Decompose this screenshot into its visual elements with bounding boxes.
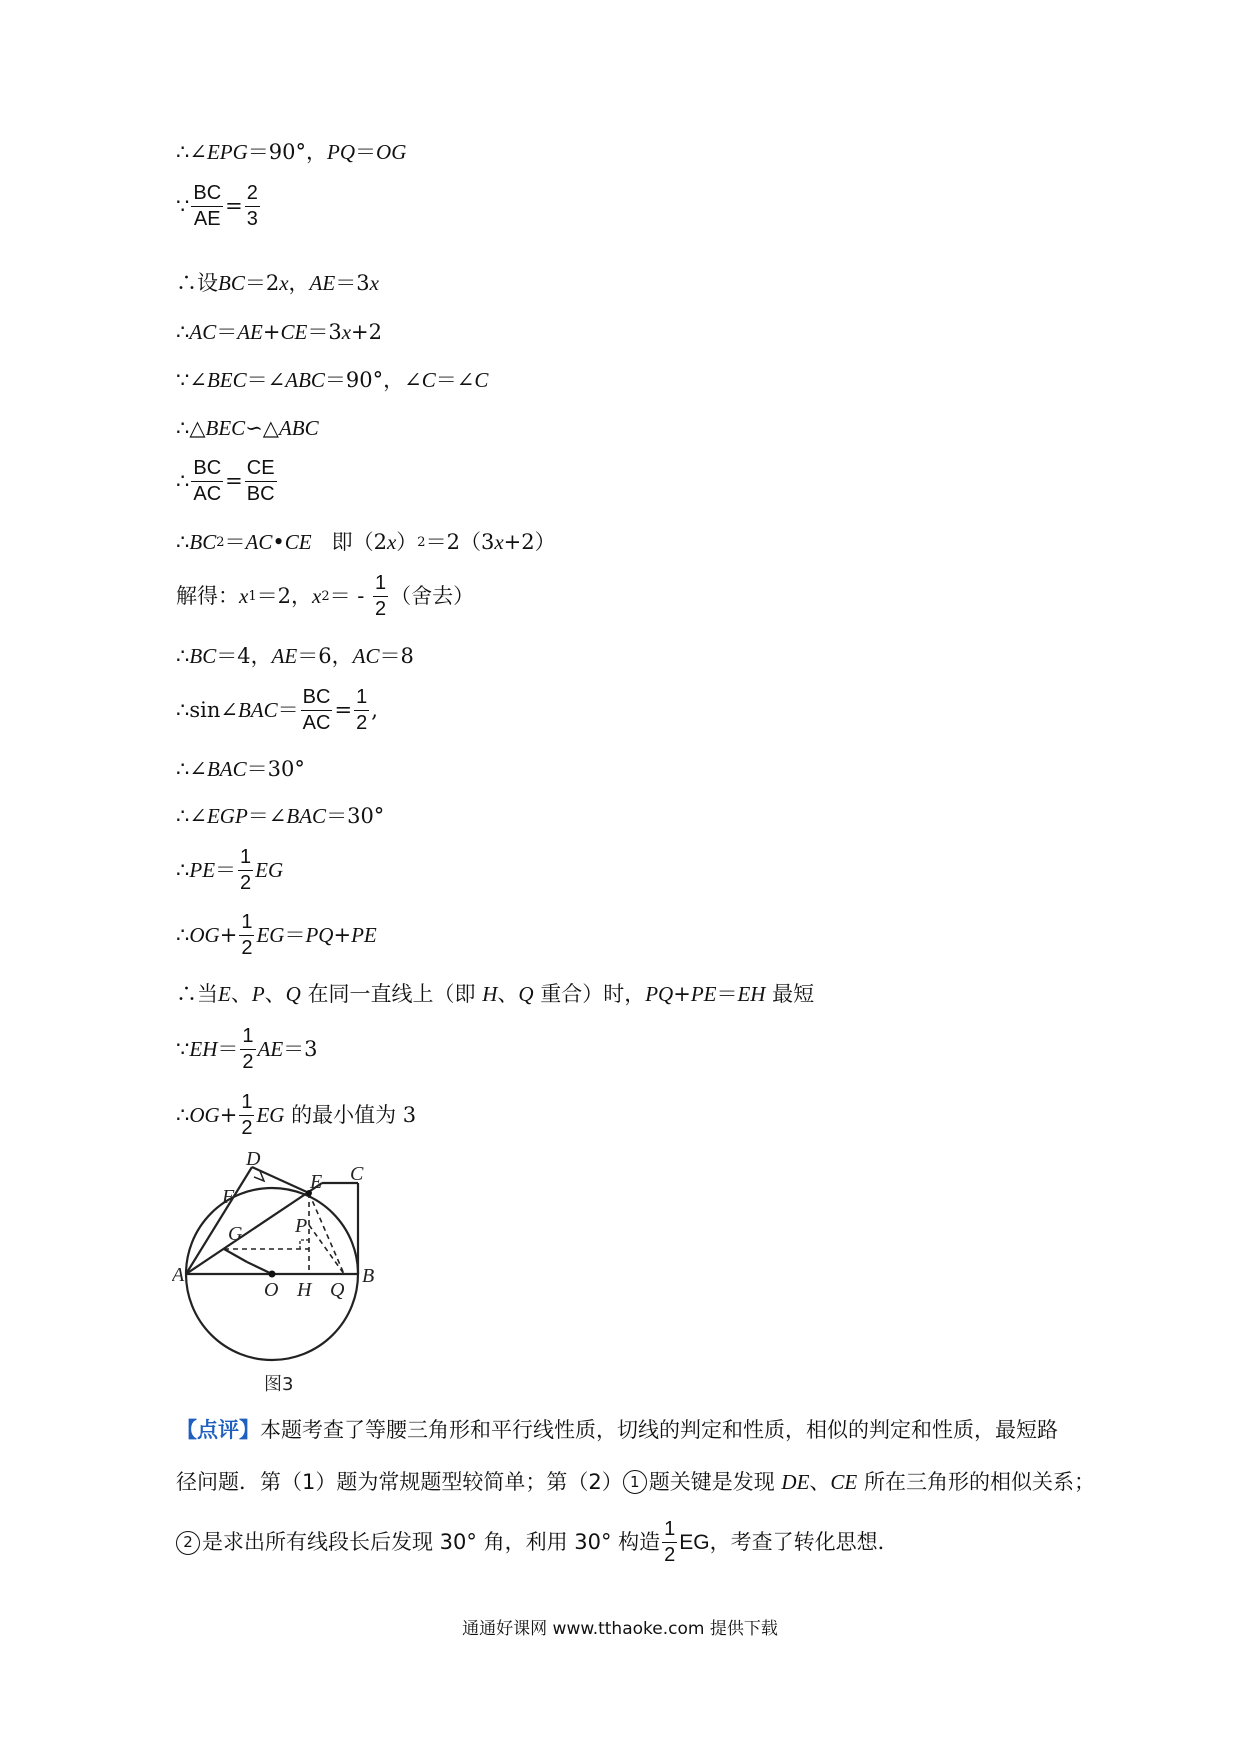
circled-number: 2: [176, 1531, 200, 1555]
text: 本题考查了等腰三角形和平行线性质，切线的判定和性质，相似的判定和性质，最短路: [260, 1418, 1058, 1442]
var: EPG: [206, 140, 248, 164]
step-line-16: [176, 984, 814, 1005]
var: AC: [189, 320, 217, 344]
line-ad: [186, 1167, 252, 1274]
text: ＝3: [283, 1037, 318, 1061]
superscript: 2: [216, 535, 225, 550]
fraction: [238, 847, 253, 894]
text: 的最小值为 3: [284, 1103, 417, 1127]
text: ＝2: [244, 271, 280, 295]
var: AC: [245, 530, 273, 554]
denominator: BC: [246, 483, 275, 505]
var: BAC: [237, 698, 278, 722]
denominator: 2: [664, 1544, 676, 1566]
numerator: 1: [239, 912, 254, 936]
geometry-figure: [172, 1150, 392, 1400]
numerator: BC: [301, 687, 333, 711]
var: PE: [189, 858, 216, 882]
text: ∴: [176, 320, 190, 344]
var: x: [494, 530, 504, 554]
text: ＝: [215, 858, 237, 882]
step-line-17: [176, 1026, 318, 1073]
text: +: [219, 1103, 238, 1127]
var: ABC: [285, 368, 325, 392]
text: ＝30°: [246, 757, 305, 781]
text: ＝: [216, 320, 238, 344]
text: +: [333, 923, 352, 947]
step-line-15: [176, 912, 377, 959]
numerator: 1: [239, 1092, 254, 1116]
var: BAC: [206, 757, 247, 781]
label-g: G: [228, 1223, 243, 1245]
text: ∴∠: [176, 757, 207, 781]
subscript: 1: [248, 589, 257, 604]
denominator: AC: [302, 712, 331, 734]
var: ABC: [278, 416, 319, 440]
right-angle-mark: [300, 1240, 309, 1249]
text: ，: [288, 271, 310, 295]
text: ,: [371, 698, 378, 722]
text: ＝: [224, 530, 246, 554]
text: +: [219, 923, 238, 947]
denominator: AE: [193, 208, 221, 230]
denominator: AC: [193, 483, 222, 505]
text: ＝2，: [256, 584, 312, 608]
text: +: [673, 982, 691, 1006]
var: BC: [218, 271, 245, 295]
var: AC: [352, 644, 380, 668]
var: DE: [781, 1469, 810, 1494]
text: ＝: [277, 698, 299, 722]
fraction: [245, 183, 260, 230]
text: +2: [351, 320, 382, 344]
text: =: [225, 194, 243, 218]
label-c: C: [350, 1163, 364, 1185]
var: Q: [518, 982, 534, 1006]
step-line-10: [176, 646, 414, 667]
text: 即（2: [311, 530, 387, 554]
var: EGP: [206, 804, 248, 828]
numerator: 1: [354, 687, 369, 711]
var: CE: [280, 320, 308, 344]
text: ＝90°，∠: [324, 368, 422, 392]
var: AE: [309, 271, 336, 295]
comment-line-1: [176, 1420, 1096, 1441]
var: OG: [376, 140, 407, 164]
line-go: [224, 1249, 247, 1262]
text: （舍去）: [390, 584, 475, 608]
var: H: [482, 982, 498, 1006]
text: ∴当: [176, 982, 218, 1006]
step-line-12: [176, 759, 305, 780]
numerator: CE: [245, 458, 277, 482]
var: E: [218, 982, 231, 1006]
text: 、: [809, 1469, 831, 1494]
text: 、: [497, 982, 519, 1006]
fraction: [240, 1026, 255, 1073]
numerator: 1: [240, 1026, 255, 1050]
text: =: [225, 469, 243, 493]
var: EG: [255, 858, 284, 882]
var: PQ: [327, 140, 356, 164]
text: 解得：: [176, 584, 239, 608]
text: ＝ -: [329, 584, 372, 608]
step-line-11: [176, 687, 378, 734]
text: ∴: [176, 923, 190, 947]
text: 最短: [765, 982, 815, 1006]
text: ＝8: [379, 644, 414, 668]
var: C: [474, 368, 489, 392]
var: x: [386, 530, 397, 554]
var: x: [369, 271, 379, 295]
text: 题关键是发现: [648, 1469, 782, 1494]
step-line-2: [176, 183, 262, 230]
var: x: [239, 584, 249, 608]
text: =: [334, 698, 353, 722]
var: BC: [189, 644, 217, 668]
var: AE: [271, 644, 298, 668]
label-e: E: [310, 1171, 323, 1193]
var: PQ: [305, 923, 334, 947]
text: ∴: [176, 530, 190, 554]
label-p: P: [295, 1215, 308, 1237]
step-line-1: [176, 142, 406, 163]
step-line-6: [176, 418, 319, 439]
var: EH: [189, 1037, 218, 1061]
var: OG: [189, 923, 220, 947]
text: ）: [396, 530, 418, 554]
text: ∴△: [176, 416, 206, 440]
fraction: [662, 1519, 677, 1566]
var: C: [421, 368, 436, 392]
var: EG: [256, 923, 285, 947]
var: PQ: [645, 982, 674, 1006]
text: 、: [230, 982, 252, 1006]
denominator: 2: [241, 937, 253, 959]
label-f: F: [222, 1186, 235, 1208]
fraction: [239, 1092, 254, 1139]
text: ∴sin∠: [176, 698, 238, 722]
text: ∴: [176, 469, 190, 493]
var: CE: [284, 530, 312, 554]
var: BEC: [205, 416, 246, 440]
text: ＝3: [307, 320, 342, 344]
text: ＝4，: [216, 644, 272, 668]
var: EH: [737, 982, 766, 1006]
text: ＝∠: [435, 368, 475, 392]
step-line-18: [176, 1092, 416, 1139]
fraction: [373, 573, 388, 620]
denominator: 2: [375, 598, 387, 620]
circled-number: 1: [623, 1470, 647, 1494]
text: ＝90°，: [247, 140, 328, 164]
fraction: [301, 687, 333, 734]
text: 重合）时，: [533, 982, 646, 1006]
fraction: [191, 458, 223, 505]
numerator: BC: [191, 458, 223, 482]
comment-tag: 【点评】: [176, 1418, 260, 1442]
step-line-14: [176, 847, 283, 894]
text: ＝∠: [246, 368, 286, 392]
superscript: 2: [417, 535, 426, 550]
text: ＝: [716, 982, 738, 1006]
fraction: [191, 183, 223, 230]
var: BAC: [286, 804, 327, 828]
text: ∴∠: [176, 804, 207, 828]
var: AE: [237, 320, 263, 344]
denominator: 2: [240, 872, 252, 894]
text: ＝: [355, 140, 377, 164]
comment-line-3: [176, 1519, 1096, 1566]
center-dot: [269, 1271, 276, 1278]
line-og: [247, 1262, 272, 1274]
figure-caption: 图3: [264, 1374, 294, 1395]
var: PE: [690, 982, 717, 1006]
denominator: 3: [246, 208, 258, 230]
text: ＝30°: [326, 804, 385, 828]
text: ∵∠: [176, 368, 207, 392]
var: BC: [189, 530, 217, 554]
text: •: [272, 530, 285, 554]
text: ＝6，: [297, 644, 353, 668]
denominator: 2: [242, 1051, 254, 1073]
label-h: H: [297, 1279, 312, 1301]
fraction: [239, 912, 254, 959]
fraction: [245, 458, 277, 505]
numerator: 2: [245, 183, 260, 207]
var: EG: [679, 1531, 710, 1554]
footer: 通通好课网 www.tthaoke.com 提供下载: [462, 1619, 778, 1639]
text: ∵: [176, 1037, 190, 1061]
comment-line-2: [176, 1470, 1096, 1494]
text: 所在三角形的相似关系；: [857, 1469, 1095, 1494]
numerator: 1: [373, 573, 388, 597]
var: x: [341, 320, 352, 344]
denominator: 2: [241, 1117, 253, 1139]
text: 在同一直线上（即: [300, 982, 483, 1006]
label-b: B: [362, 1265, 375, 1287]
step-line-9: [176, 573, 474, 620]
var: x: [279, 271, 289, 295]
text: ∴: [176, 858, 190, 882]
var: AE: [257, 1037, 284, 1061]
denominator: 2: [356, 712, 368, 734]
label-o: O: [264, 1279, 279, 1301]
text: ，考查了转化思想．: [709, 1530, 899, 1554]
subscript: 2: [321, 589, 330, 604]
text: ∽△: [245, 416, 279, 440]
text: ∴: [176, 644, 190, 668]
step-line-3: [176, 273, 379, 294]
text: ＝3: [335, 271, 370, 295]
var: P: [251, 982, 265, 1006]
label-a: A: [172, 1264, 185, 1286]
text: ＝: [284, 923, 306, 947]
text: ＝2（3: [425, 530, 495, 554]
var: Q: [285, 982, 301, 1006]
fraction: [354, 687, 369, 734]
text: +2）: [503, 530, 556, 554]
label-d: D: [246, 1150, 261, 1170]
line-pq: [309, 1225, 344, 1274]
text: +: [262, 320, 281, 344]
var: PE: [351, 923, 377, 947]
step-line-4: [176, 322, 382, 343]
var: CE: [830, 1469, 858, 1494]
text: 径问题．第（1）题为常规题型较简单；第（2）: [176, 1469, 623, 1494]
text: ＝: [217, 1037, 239, 1061]
var: EG: [256, 1103, 285, 1127]
step-line-5: [176, 370, 488, 391]
step-line-7: [176, 458, 279, 505]
var: OG: [189, 1103, 220, 1127]
text: ＝∠: [247, 804, 287, 828]
numerator: 1: [662, 1519, 677, 1543]
text: 、: [264, 982, 286, 1006]
text: ∴设: [176, 271, 218, 295]
text: ∴: [176, 1103, 190, 1127]
label-q: Q: [330, 1279, 345, 1301]
var: x: [311, 584, 322, 608]
text: ∴∠: [176, 140, 207, 164]
numerator: BC: [191, 183, 223, 207]
step-line-13: [176, 806, 384, 827]
step-line-8: [176, 532, 556, 553]
text: 是求出所有线段长后发现 30° 角，利用 30° 构造: [202, 1530, 661, 1554]
text: ∵: [176, 194, 190, 218]
var: BEC: [206, 368, 247, 392]
numerator: 1: [238, 847, 253, 871]
